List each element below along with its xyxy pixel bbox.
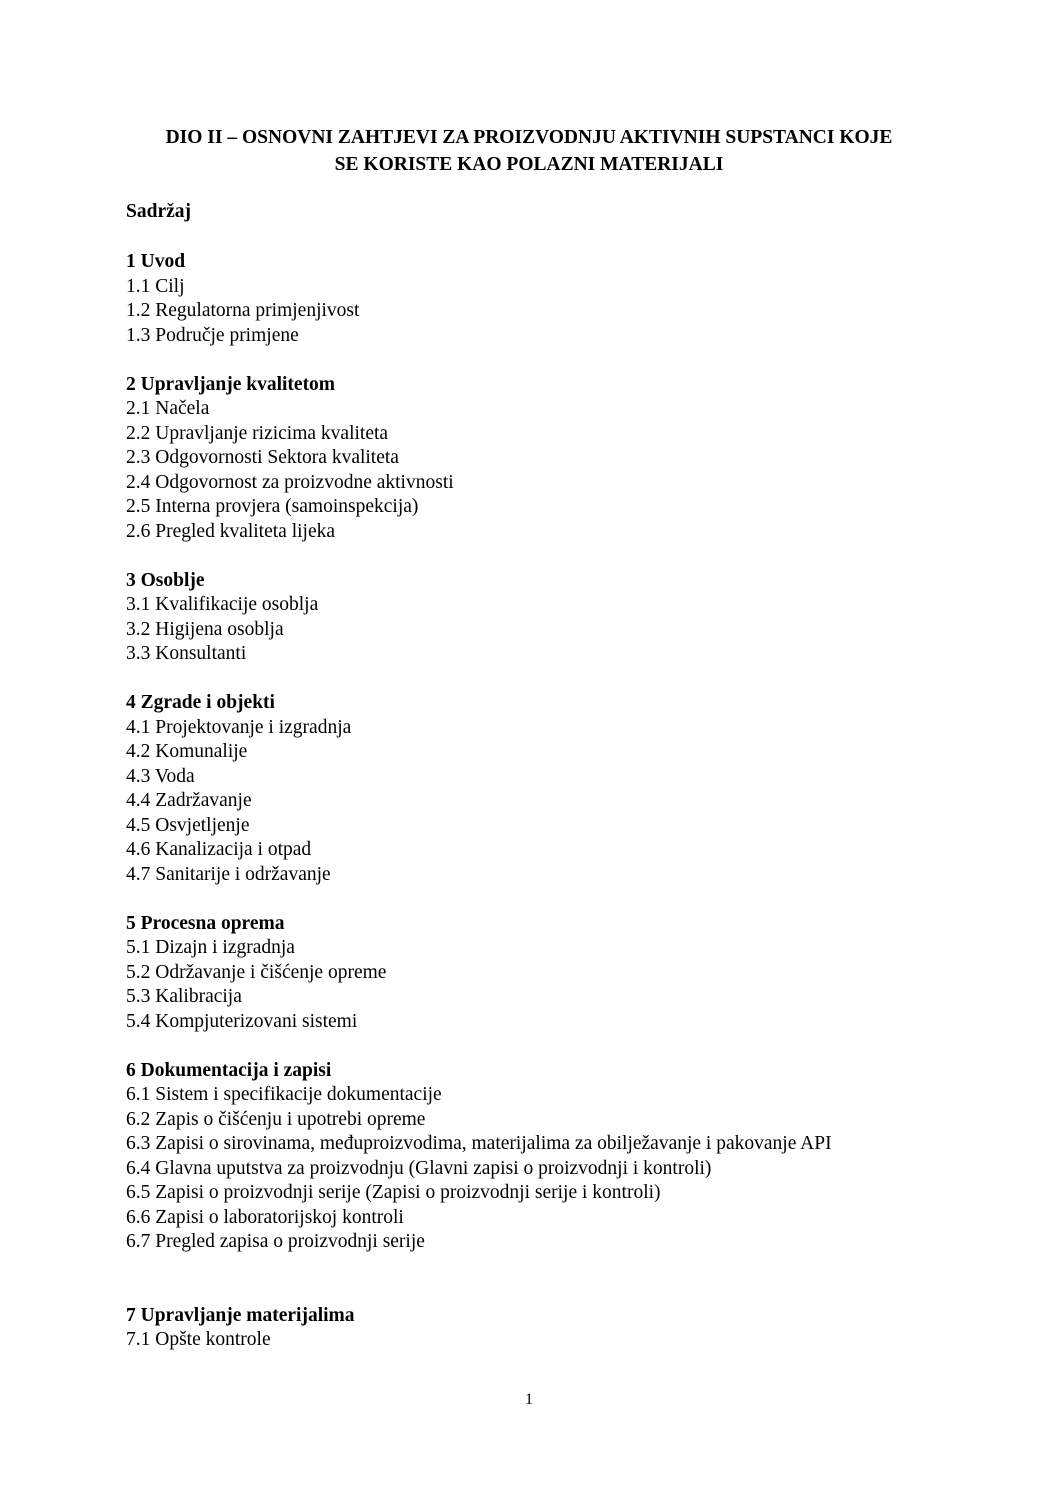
toc-section-3	[126, 569, 946, 667]
toc-item: 3.1 Kvalifikacije osoblja	[126, 594, 319, 615]
toc-section-title: 7 Upravljanje materijalima	[126, 1304, 355, 1326]
toc-item: 5.2 Održavanje i čišćenje opreme	[126, 961, 387, 983]
toc-section-title: 1 Uvod	[126, 251, 186, 272]
toc-item: 2.5 Interna provjera (samoinspekcija)	[126, 496, 419, 517]
table-of-contents	[126, 250, 946, 1377]
toc-item: 7.1 Opšte kontrole	[126, 1329, 271, 1350]
toc-item: 4.2 Komunalije	[126, 741, 248, 762]
toc-item: 5.3 Kalibracija	[126, 986, 242, 1007]
toc-section-title: 2 Upravljanje kvalitetom	[126, 373, 336, 395]
toc-item: 6.3 Zapisi o sirovinama, međuproizvodima, materijalima za obilježavanje i pakovanje API	[126, 1133, 832, 1154]
document-title-line-2: SE KORISTE KAO POLAZNI MATERIJALI	[334, 154, 724, 175]
toc-section-2	[126, 373, 946, 545]
toc-item: 2.2 Upravljanje rizicima kvaliteta	[126, 422, 389, 444]
page-number: 1	[525, 1391, 533, 1408]
toc-item: 4.4 Zadržavanje	[126, 790, 252, 811]
toc-section-4	[126, 691, 946, 887]
contents-heading: Sadržaj	[126, 201, 191, 222]
toc-item: 1.3 Područje primjene	[126, 324, 299, 346]
toc-item: 5.4 Kompjuterizovani sistemi	[126, 1010, 358, 1032]
toc-section-6	[126, 1059, 946, 1255]
toc-item: 6.5 Zapisi o proizvodnji serije (Zapisi o proizvodnji serije i kontroli)	[126, 1182, 661, 1203]
toc-item: 3.2 Higijena osoblja	[126, 618, 284, 640]
toc-item: 2.6 Pregled kvaliteta lijeka	[126, 520, 336, 542]
toc-item: 1.1 Cilj	[126, 275, 185, 297]
toc-section-5	[126, 912, 946, 1035]
toc-item: 5.1 Dizajn i izgradnja	[126, 937, 295, 958]
toc-item: 6.6 Zapisi o laboratorijskoj kontroli	[126, 1206, 404, 1228]
toc-item: 4.5 Osvjetljenje	[126, 814, 250, 836]
toc-item: 6.1 Sistem i specifikacije dokumentacije	[126, 1084, 442, 1105]
toc-item: 3.3 Konsultanti	[126, 643, 247, 664]
toc-item: 6.7 Pregled zapisa o proizvodnji serije	[126, 1231, 425, 1252]
document-title	[0, 124, 1058, 178]
toc-item: 4.1 Projektovanje i izgradnja	[126, 716, 352, 738]
toc-item: 4.6 Kanalizacija i otpad	[126, 839, 312, 860]
toc-item: 6.4 Glavna uputstva za proizvodnju (Glavni zapisi o proizvodnji i kontroli)	[126, 1157, 712, 1179]
toc-section-1	[126, 250, 946, 348]
toc-item: 4.7 Sanitarije i održavanje	[126, 863, 331, 885]
toc-item: 4.3 Voda	[126, 765, 195, 787]
toc-item: 2.4 Odgovornost za proizvodne aktivnosti	[126, 471, 454, 493]
toc-item: 2.3 Odgovornosti Sektora kvaliteta	[126, 447, 399, 468]
document-title-line-1: DIO II – OSNOVNI ZAHTJEVI ZA PROIZVODNJU AKTIVNIH SUPSTANCI KOJE	[165, 127, 893, 148]
toc-section-title: 5 Procesna oprema	[126, 912, 285, 934]
toc-section-title: 6 Dokumentacija i zapisi	[126, 1059, 332, 1081]
toc-section-7	[126, 1304, 946, 1353]
toc-item: 6.2 Zapis o čišćenju i upotrebi opreme	[126, 1108, 426, 1130]
toc-item: 1.2 Regulatorna primjenjivost	[126, 300, 360, 321]
toc-item: 2.1 Načela	[126, 398, 210, 419]
toc-section-title: 4 Zgrade i objekti	[126, 692, 275, 713]
toc-section-title: 3 Osoblje	[126, 569, 205, 591]
